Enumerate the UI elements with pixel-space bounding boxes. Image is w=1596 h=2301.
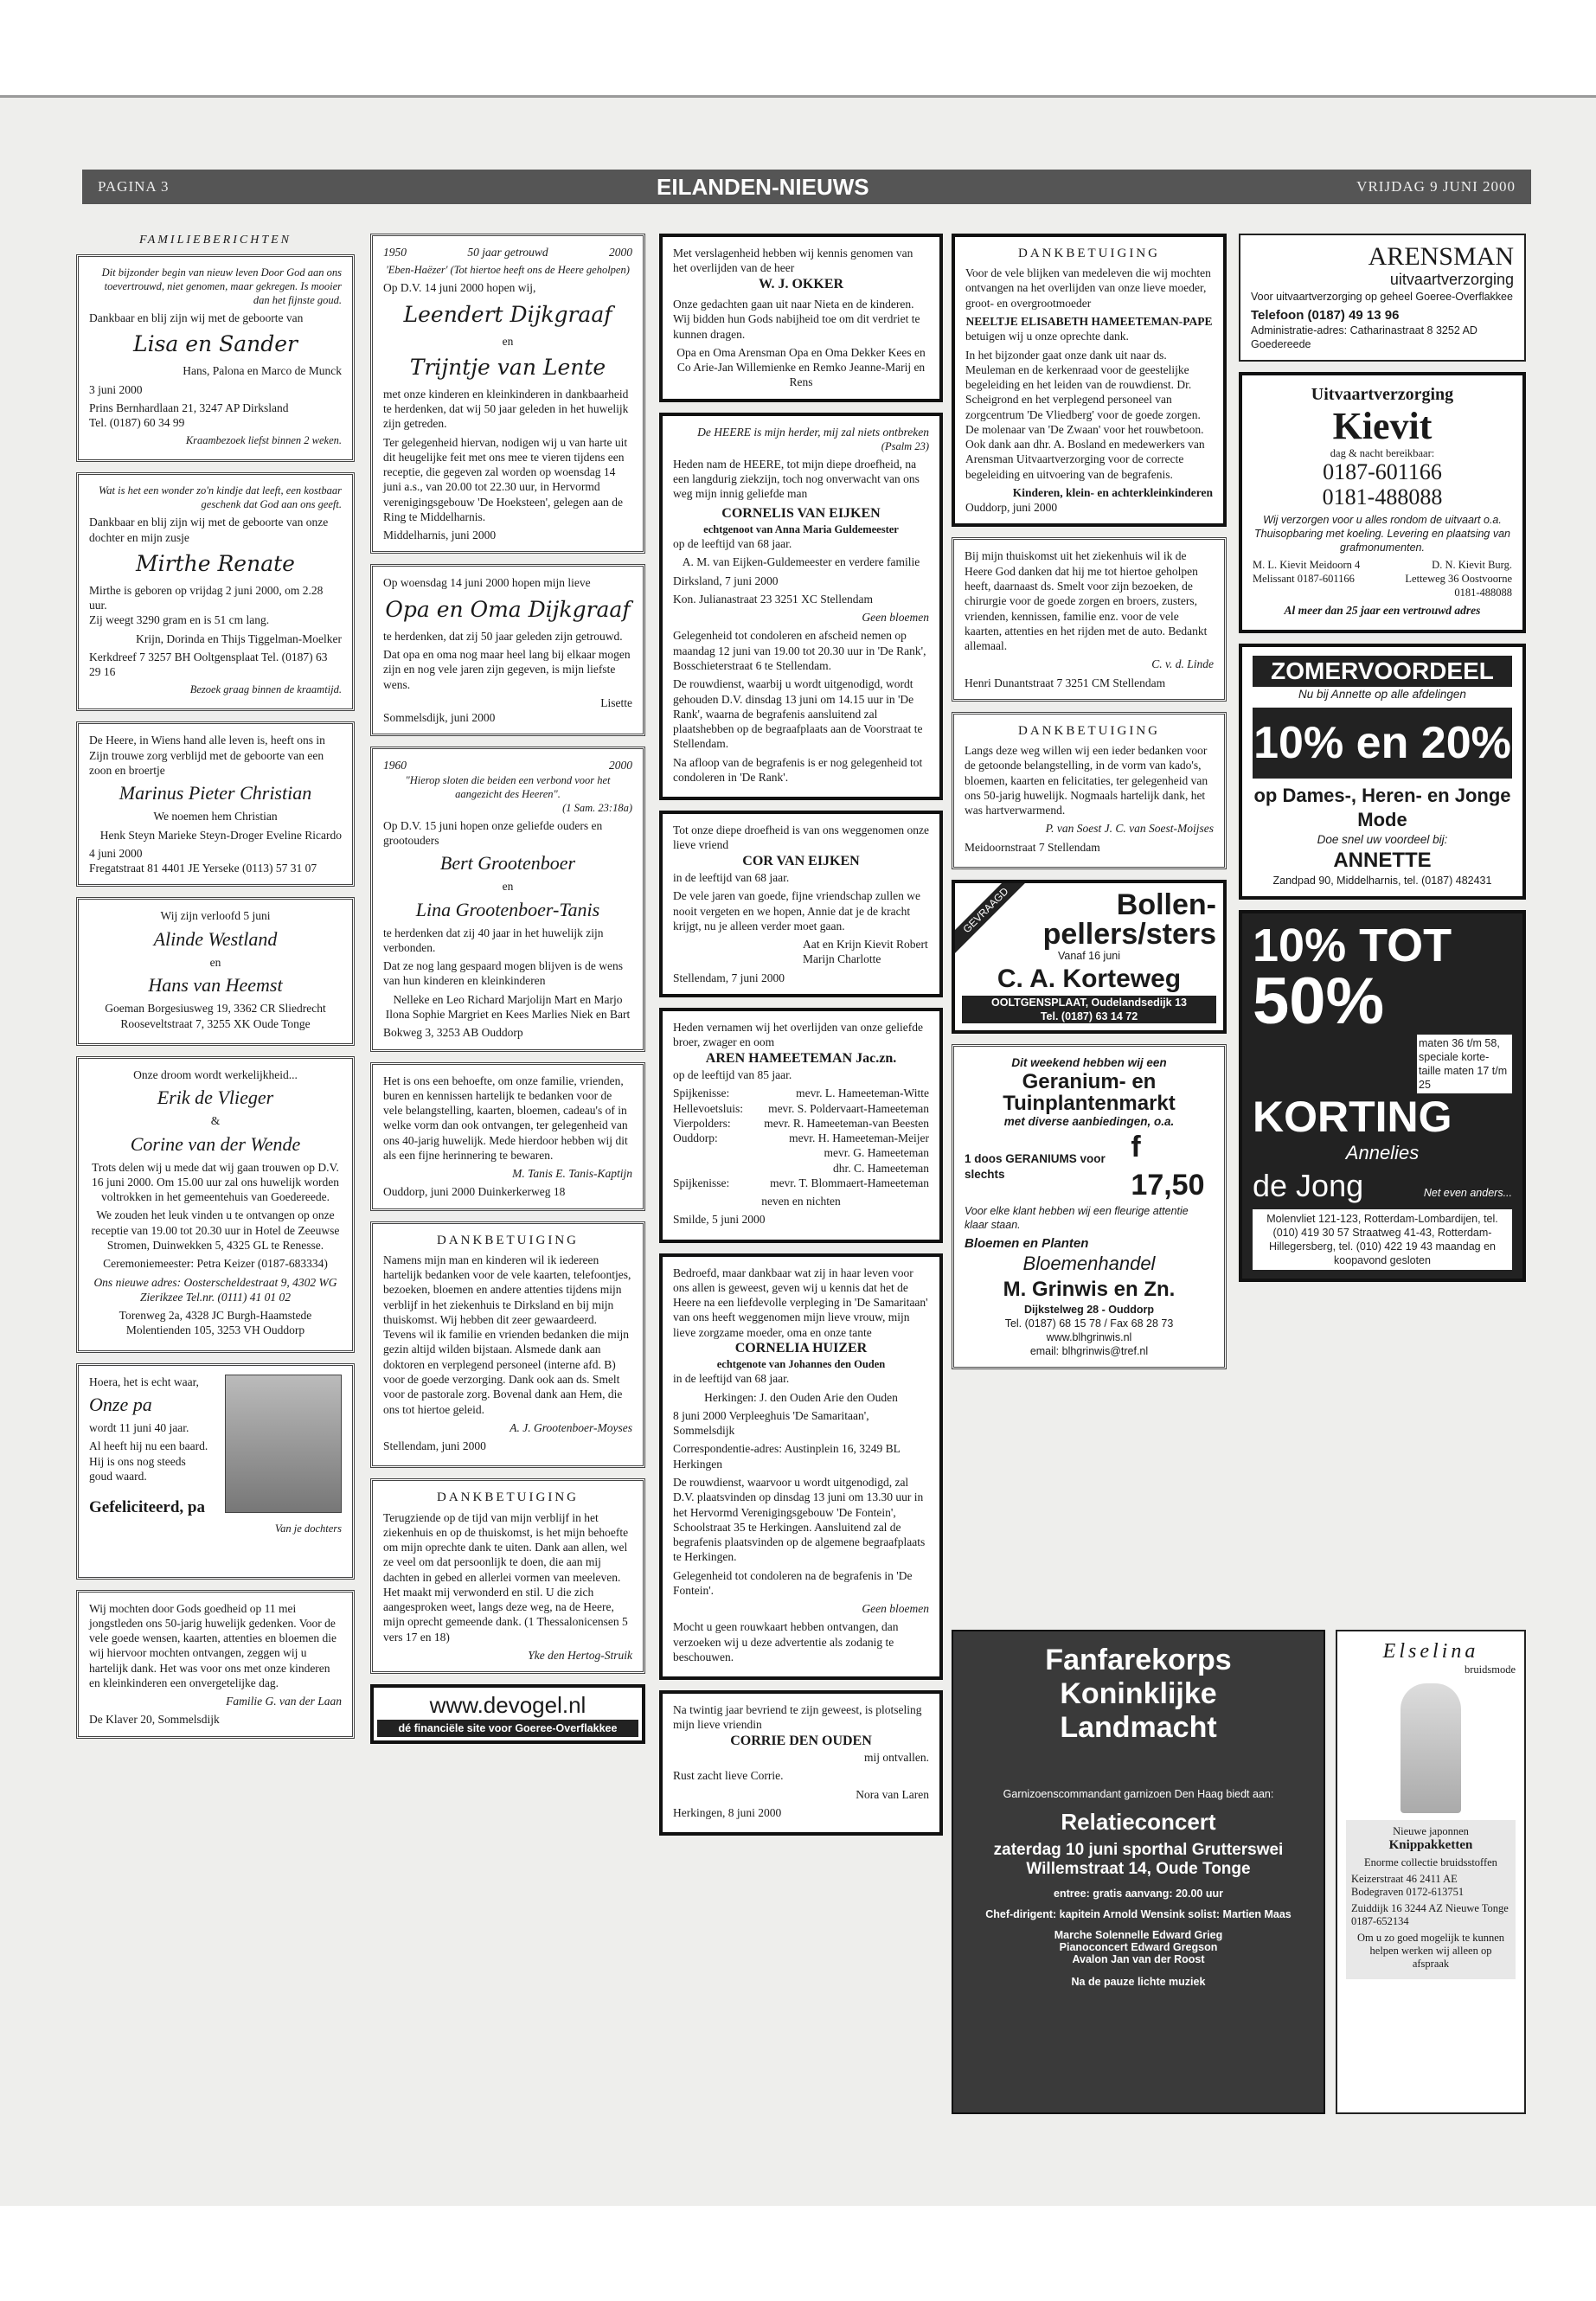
company-address: OOLTGENSPLAAT, Oudelandsedijk 13 — [962, 996, 1216, 1009]
column-1 — [76, 234, 355, 1749]
quote: 'Eben-Haëzer' (Tot hiertoe heeft ons de Heere geholpen) — [386, 264, 630, 277]
baby-names: Lisa en Sander — [132, 331, 298, 357]
birth-info: Mirthe is geboren op vrijdag 2 juni 2000, om 2.28 uur. — [89, 583, 324, 612]
signature: A. J. Grootenboer-Moyses — [510, 1420, 632, 1434]
text-1: Heden vernamen wij het overlijden van onze geliefde broer, zwager en oom — [673, 1020, 924, 1049]
birthday-ad-pa — [76, 1363, 355, 1580]
spouse: echtgenoot van Anna Maria Guldemeester — [703, 523, 899, 536]
tagline: dé financiële site voor Goeree-Overflakkee — [377, 1720, 638, 1737]
shop-type: Bloemenhandel — [1022, 1253, 1156, 1275]
signature: P. van Soest J. C. van Soest-Moijses — [1045, 822, 1214, 836]
deceased-name: NEELTJE ELISABETH HAMEETEMAN-PAPE — [965, 314, 1213, 328]
appointment-note: Om u zo goed mogelijk te kunnen helpen werken wij alleen op afspraak — [1356, 1932, 1505, 1970]
shop-name: M. Grinwis en Zn. — [1003, 1277, 1176, 1301]
family-row — [673, 1145, 929, 1160]
discount-to: 50% — [1253, 965, 1385, 1039]
offer-1: Nieuwe japonnen — [1393, 1825, 1469, 1837]
obituary-huizer — [659, 1253, 943, 1681]
band-title-2: Koninklijke — [1060, 1677, 1217, 1711]
tagline: Voor uitvaartverzorging op geheel Goeree-Overflakkee — [1251, 291, 1513, 304]
service-text: De rouwdienst, waarbij u wordt uitgenodigd, wordt gehouden D.V. dinsdag 13 juni om 14.15 uur in 'De Rank', waarna de begrafenis aansluitend zal plaatshebben op de begraafplaats aan de Voorstraat te Stellendam. — [673, 677, 923, 751]
company-tel: Tel. (0187) 63 14 72 — [962, 1009, 1216, 1023]
concert-address: Willemstraat 14, Oude Tonge — [1026, 1860, 1251, 1879]
intro: Op woensdag 14 juni 2000 hopen mijn lieve — [383, 576, 591, 590]
age: in de leeftijd van 68 jaar. — [673, 871, 790, 885]
call-to-action: Doe snel uw voordeel bij: — [1317, 833, 1448, 847]
after-text: Na afloop van de begrafenis is er nog gelegenheid tot condoleren in 'De Rank'. — [673, 755, 923, 784]
offers: met diverse aanbiedingen, o.a. — [1003, 1114, 1175, 1128]
elselina-ad — [1336, 1630, 1526, 2114]
name-2: Lina Grootenboer-Tanis — [415, 898, 600, 920]
shop-address: Dijkstelweg 28 - Ouddorp — [1023, 1304, 1155, 1317]
ad-title: DANKBETUIGING — [437, 1490, 579, 1505]
telephone-1: 0187-601166 — [1323, 459, 1442, 484]
ad-title: DANKBETUIGING — [1018, 247, 1160, 260]
column-2 — [370, 234, 645, 1754]
brand-last: de Jong — [1253, 1167, 1364, 1203]
host: Garnizoenscommandant garnizoen Den Haag biedt aan: — [1003, 1788, 1274, 1801]
text-1: Voor de vele blijken van medeleven die wij mochten ontvangen na het overlijden van onze lieve moeder, groot- en overgrootmoeder — [965, 266, 1211, 310]
market-title: Geranium- en Tuinplantenmarkt — [1003, 1069, 1176, 1115]
start-date: Vanaf 16 juni — [1057, 949, 1121, 962]
name-2: Corine van der Wende — [130, 1132, 301, 1155]
intro: Met verslagenheid hebben wij kennis genomen van het overlijden van de heer — [673, 247, 913, 275]
page-number: PAGINA 3 — [98, 178, 170, 195]
column-4 — [952, 234, 1227, 1380]
ad-title: DANKBETUIGING — [437, 1233, 579, 1247]
ribbon-banner: GEVRAAGD — [952, 880, 1031, 956]
year-end: 2000 — [608, 246, 632, 259]
thanks-ad-hameeteman — [952, 234, 1227, 527]
congrats-text: Gefeliciteerd, pa — [89, 1498, 206, 1517]
place-date: Dirksland, 7 juni 2000 — [673, 574, 779, 587]
devogel-ad — [370, 1684, 645, 1744]
family-row — [673, 1116, 929, 1131]
shop-website[interactable]: www.blhgrinwis.nl — [1046, 1331, 1132, 1344]
text-3: In het bijzonder gaat onze dank uit naar ds. Meuleman en de kerkenraad voor de geestelijke begeleiding en het leiden van de rouwdienst. Dr. Scheigrond en het verplegend personeel van zorgcentrum 'De Vliedberg' voor de goede zorgen. De molenaar van 'De Zwaan' voor het rouwbetoon. Ook dank aan dhr. A. Bosland en medewerkers van Arensman Uitvaartverzorging voor de correcte begeleiding en uitvoering van de begrafenis. — [965, 348, 1205, 481]
text-1: te herdenken, dat zij 50 jaar geleden zijn getrouwd. — [383, 629, 623, 643]
address: Bokweg 3, 3253 AB Ouddorp — [383, 1026, 523, 1040]
offer-3: Enorme collectie bruidsstoffen — [1364, 1856, 1497, 1868]
signature: Van je dochters — [274, 1522, 342, 1535]
dejong-ad — [1239, 910, 1526, 1281]
brand-sub: bruidsmode — [1464, 1663, 1516, 1676]
korting-text: KORTING — [1253, 1093, 1452, 1142]
intro: Wij zijn verloofd 5 juni — [160, 909, 271, 923]
availability: dag & nacht bereikbaar: — [1330, 447, 1435, 459]
relative: mevr. S. Poldervaart-Hameeteman — [768, 1101, 929, 1115]
shop-email[interactable]: email: blhgrinwis@tref.nl — [1029, 1345, 1149, 1358]
obituary-corrie — [659, 1690, 943, 1836]
birth-ad-lisa — [76, 254, 355, 462]
place-date: Stellendam, juni 2000 — [383, 1439, 486, 1453]
text-1: met onze kinderen en kleinkinderen in dankbaarheid te herdenken, dat wij 50 jaar geleden in het huwelijk zijn getreden. — [383, 387, 629, 431]
masthead: EILANDEN-NIEUWS — [657, 173, 869, 200]
text-2: mij ontvallen. — [864, 1751, 929, 1765]
conjunction: & — [210, 1114, 221, 1128]
poem: Wat is het een wonder zo'n kindje dat leeft, een kostbaar geschenk dat God aan ons geeft. — [99, 484, 342, 511]
relative: mevr. T. Blommaert-Hameeteman — [770, 1176, 929, 1189]
year-start: 1950 — [383, 246, 407, 259]
parents: Hans, Palona en Marco de Munck — [183, 364, 342, 378]
entry-info: entree: gratis aanvang: 20.00 uur — [1054, 1888, 1223, 1900]
deceased-name: COR VAN EIJKEN — [742, 853, 860, 868]
birth-weight: Zij weegt 3290 gram en is 51 cm lang. — [89, 613, 270, 627]
call-name: We noemen hem Christian — [153, 810, 278, 824]
intro: Dit weekend hebben wij een — [1011, 1056, 1167, 1070]
birth-ad-mirthe — [76, 472, 355, 711]
wedding-ad-erik — [76, 1056, 355, 1353]
service-text: De rouwdienst, waarvoor u wordt uitgenodigd, zal D.V. plaatsvinden op dinsdag 13 juni om 13.30 uur in het Hervormd Verenigingsgebouw 'De Fontein', Schoolstraat 35 te Herkingen. Aansluitend zal de begrafenis plaatsvinden op de algemene begraafplaats te Herkingen. — [673, 1476, 926, 1564]
brand-first: Annelies — [1345, 1142, 1420, 1164]
relative: mevr. R. Hameeteman-van Beesten — [764, 1116, 929, 1130]
address: Henri Dunantstraat 7 3251 CM Stellendam — [965, 676, 1166, 689]
name-2: Hans van Heemst — [148, 974, 283, 997]
thanks-text: Bij mijn thuiskomst uit het ziekenhuis wil ik de Heere God danken dat hij me tot hiertoe geholpen heeft, daarnaast ds. Smelt voor zijn bezoeken, de chirurgie voor de goede zorgen en broers, zusters, vrienden, kennissen, familie enz. voor de vele kaarten, attenties en het rijden met de auto. Bedankt allemaal. — [965, 549, 1208, 653]
thanks-ad-grootenboer — [370, 1221, 645, 1469]
place-date: Herkingen, 8 juni 2000 — [673, 1806, 782, 1819]
address: Kerkdreef 7 3257 BH Ooltgensplaat Tel. (0187) 63 29 16 — [89, 650, 328, 679]
relative: mevr. G. Hameeteman — [824, 1146, 929, 1160]
telephone: Tel. (0187) 60 34 99 — [89, 416, 185, 430]
program-2: Pianoconcert Edward Gregson — [1059, 1941, 1218, 1954]
thanks-ad-linde — [952, 537, 1227, 701]
address: Kon. Julianastraat 23 3251 XC Stellendam — [673, 592, 873, 606]
job-ad-korteweg — [952, 880, 1227, 1034]
deceased-name: CORNELIS VAN EIJKEN — [721, 505, 881, 521]
thanks-text: Langs deze weg willen wij een ieder bedanken voor de getoonde belangstelling, in de vorm van kado's, bloemen, kaarten en felicitaties, ter gelegenheid van ons 50-jarig huwelijk. Nogmaals hartelijk dank, het was hartverwarmend. — [965, 744, 1208, 817]
name-1: Leendert Dijkgraaf — [403, 301, 612, 327]
place-date: Stellendam, 7 juni 2000 — [673, 971, 785, 984]
departments: op Dames-, Heren- en Jonge Mode — [1253, 785, 1511, 831]
age: in de leeftijd van 68 jaar. — [673, 1372, 790, 1386]
age-text: wordt 11 juni 40 jaar. — [89, 1421, 189, 1435]
obituary-cor — [659, 811, 943, 997]
shop-tel: Tel. (0187) 68 15 78 / Fax 68 28 73 — [1004, 1317, 1174, 1330]
family-row — [673, 1131, 929, 1145]
text-1: Tot onze diepe droefheid is van ons weggenomen onze lieve vriend — [673, 824, 929, 852]
place-date: Smilde, 5 juni 2000 — [673, 1213, 766, 1227]
age: op de leeftijd van 85 jaar. — [673, 1067, 792, 1081]
signature: A. M. van Eijken-Guldemeester en verdere familie — [682, 555, 920, 569]
baby-name: Marinus Pieter Christian — [119, 782, 312, 804]
conductor: Chef-dirigent: kapitein Arnold Wensink solist: Martien Maas — [985, 1908, 1292, 1921]
no-flowers: Geen bloemen — [862, 611, 929, 625]
anniversary-ad-opa — [370, 564, 645, 736]
place-date: Middelharnis, juni 2000 — [383, 529, 497, 542]
beard-text: Al heeft hij nu een baard. Hij is ons nog steeds goud waard. — [89, 1439, 208, 1483]
deceased-name: CORNELIA HUIZER — [734, 1340, 868, 1356]
deceased-name: W. J. OKKER — [758, 276, 844, 292]
title: Onze pa — [89, 1393, 152, 1415]
text-3: Rust zacht lieve Corrie. — [673, 1769, 784, 1783]
signature: C. v. d. Linde — [1151, 657, 1214, 671]
intro: De Heere, in Wiens hand alle leven is, heeft ons in Zijn trouwe zorg verblijd met de geboorte van een zoon en broertje — [89, 734, 325, 777]
thanks-ad-klaver — [76, 1590, 355, 1739]
address: De Klaver 20, Sommelsdijk — [89, 1713, 220, 1727]
signature: Nora van Laren — [856, 1787, 929, 1801]
address-1: Keizerstraat 46 2411 AE Bodegraven 0172-613751 — [1351, 1873, 1465, 1898]
family-row — [673, 1161, 929, 1176]
name-1: Bert Grootenboer — [439, 852, 576, 875]
discount-from: 10% TOT — [1253, 920, 1452, 972]
name-2: Trijntje van Lente — [409, 354, 606, 380]
after-break: Na de pauze lichte muziek — [1071, 1976, 1206, 1989]
bride-figure — [1401, 1683, 1461, 1813]
place: Spijkenisse: — [673, 1176, 730, 1189]
no-flowers: Geen bloemen — [862, 1602, 929, 1616]
thanks-text: Namens mijn man en kinderen wil ik iedereen hartelijk bedanken voor de vele kaarten, telefoontjes, bezoeken, bloemen en andere attenties tijdens mijn verblijf in het ziekenhuis te Dirksland en bij mijn thuiskomst. Wij hebben dit zeer gewaardeerd. Tevens wil ik familie en vrienden bedanken die mijn gezin altijd wilden bijstaan. Alsmede dank aan doktoren en verplegend personeel (interne afd. B) voor de goede verzorging. Dank ook aan ds. Smelt voor de pastorale zorg. Bovenal dank aan Hem, die ons tot hiertoe geleid. — [383, 1253, 631, 1416]
relative: mevr. L. Hameeteman-Witte — [796, 1086, 929, 1100]
program-3: Avalon Jan van der Roost — [1072, 1953, 1205, 1966]
year-end: 2000 — [609, 759, 632, 772]
signature: Lisette — [600, 695, 632, 709]
shop-name: ANNETTE — [1333, 848, 1432, 872]
intro: Op D.V. 15 juni hopen onze geliefde ouders en grootouders — [383, 818, 603, 847]
relative: dhr. C. Hameeteman — [833, 1161, 929, 1175]
obituary-aren — [659, 1008, 943, 1243]
column-3 — [659, 234, 943, 1846]
job-title: Bollen-pellers/sters — [1042, 888, 1216, 951]
birth-date: 4 juni 2000 — [89, 846, 143, 860]
text-1: Bedroefd, maar dankbaar wat zij in haar leven voor ons allen is geweest, geven wij u kennis dat het de Heere na een liefdevolle verpleging in 'De Samaritaan' van ons heeft weggenomen mijn lieve vrouw, mijn lieve zorgzame moeder, oma en onze tante — [673, 1266, 928, 1339]
old-addresses: Torenweg 2a, 4328 JC Burgh-Haamstede Molentienden 105, 3253 VH Ouddorp — [119, 1309, 312, 1337]
relatives: neven en nichten — [761, 1195, 841, 1208]
address: Administratie-adres: Catharinastraat 8 3252 AD Goedereede — [1251, 324, 1477, 351]
anniversary-label: 50 jaar getrouwd — [467, 246, 548, 259]
address-2: Zuiddijk 16 3244 AZ Nieuwe Tonge 0187-652134 — [1351, 1902, 1509, 1927]
address: Goeman Borgesiusweg 19, 3362 CR Sliedrecht Rooseveltstraat 7, 3255 XK Oude Tonge — [105, 1002, 326, 1030]
intro: Dankbaar en blij zijn wij met de geboorte van — [89, 311, 304, 324]
conjunction: en — [209, 955, 221, 969]
price: f 17,50 — [1131, 1131, 1205, 1202]
geranium-offer: 1 doos GERANIUMS voor slechts — [965, 1152, 1106, 1181]
signature: M. Tanis E. Tanis-Kaptijn — [512, 1167, 632, 1181]
family: Opa en Oma Arensman Opa en Oma Dekker Kees en Co Arie-Jan Willemienke en Remko Jeanne-Marij en Rens — [676, 345, 926, 389]
brand-slogan: Net even anders... — [1423, 1186, 1512, 1199]
place: Spijkenisse: — [673, 1086, 730, 1100]
spouse: echtgenote van Johannes den Ouden — [716, 1358, 886, 1371]
quote-ref: (Psalm 23) — [881, 439, 929, 452]
deceased-name: CORRIE DEN OUDEN — [730, 1733, 872, 1748]
year-start: 1960 — [383, 759, 407, 772]
parents: Krijn, Dorinda en Thijs Tiggelman-Moelker — [136, 631, 342, 645]
condolence-text: Gelegenheid tot condoleren en afscheid nemen op maandag 12 juni van 19.00 tot 20.30 uur in 'De Rank', Bosschieterstraat 6 te Stellendam. — [673, 629, 926, 672]
company-sub: uitvaartverzorging — [1389, 271, 1514, 288]
birth-ad-marinus — [76, 721, 355, 887]
deceased-name: AREN HAMEETEMAN Jac.zn. — [705, 1050, 897, 1066]
thanks-ad-tanis — [370, 1062, 645, 1211]
text-2: De vele jaren van goede, fijne vriendschap zullen we nooit vergeten en we hopen, Annie dat je de kracht krijgt, nu je alleen verder moet gaan. — [673, 889, 920, 933]
arensman-ad — [1239, 234, 1526, 362]
concert-name: Relatieconcert — [1061, 1809, 1216, 1836]
visit-note: Bezoek graag binnen de kraamtijd. — [189, 683, 342, 696]
offer-2: Knippakketten — [1388, 1838, 1473, 1852]
shop-addresses: Molenvliet 121-123, Rotterdam-Lombardijen, tel. (010) 419 30 57 Straatweg 41-43, Rotterdam-Hillegersberg, tel. (010) 422 19 43 maandag en koopavond gesloten — [1253, 1209, 1512, 1270]
text-1: Na twintig jaar bevriend te zijn geweest, is plotseling mijn lieve vriendin — [673, 1703, 922, 1732]
slogan: Al meer dan 25 jaar een vertrouwd adres — [1284, 604, 1481, 618]
section-title: FAMILIEBERICHTEN — [138, 234, 292, 247]
page-header — [82, 170, 1531, 204]
reception-text: We zouden het leuk vinden u te ontvangen op onze receptie van 19.00 tot 20.30 uur in Hotel de Zeeuwse Stromen, Duinwekken 5, 4325 GL te Renesse. — [91, 1208, 340, 1253]
brand-name: Elselina — [1382, 1640, 1479, 1663]
names: Opa en Oma Dijkgraaf — [385, 596, 631, 622]
text-2: betuigen wij u onze oprechte dank. — [965, 330, 1129, 343]
quote: "Hierop sloten die beiden een verbond voor het aangezicht des Heeren". — [405, 773, 611, 800]
boy-photo — [225, 1375, 342, 1513]
family: Henk Steyn Marieke Steyn-Droger Eveline Ricardo — [99, 828, 342, 842]
family-row — [673, 1101, 929, 1116]
ad-title: DANKBETUIGING — [1018, 723, 1160, 738]
conjunction: en — [502, 880, 514, 894]
contact-1: M. L. Kievit Meidoorn 4 Melissant 0187-601166 — [1253, 559, 1361, 586]
fanfare-ad — [952, 1630, 1325, 2114]
quote: De HEERE is mijn herder, mij zal niets ontbreken — [697, 425, 929, 439]
anniversary-ad-dijkgraaf — [370, 234, 645, 554]
services-text: Wij verzorgen voor u alles rondom de uitvaart o.a. Thuisopbaring met koeling. Levering en plaatsing van grafmonumenten. — [1253, 514, 1511, 554]
band-title-3: Landmacht — [1060, 1711, 1217, 1745]
intro: Dankbaar en blij zijn wij met de geboorte van onze dochter en mijn zusje — [89, 516, 329, 544]
sizes: maten 36 t/m 58, speciale korte-taille maten 17 t/m 25 — [1417, 1035, 1512, 1093]
place-date: Sommelsdijk, juni 2000 — [383, 711, 496, 725]
flowers-plants: Bloemen en Planten — [965, 1236, 1089, 1252]
place-date: Ouddorp, juni 2000 — [965, 501, 1058, 515]
grinwis-ad — [952, 1044, 1227, 1369]
text-1: Heden nam de HEERE, tot mijn diepe droefheid, na een langdurig ziekzijn, toch nog onverwacht van ons weg mijn innig geliefde man — [673, 457, 920, 501]
engagement-ad — [76, 897, 355, 1045]
address: Prins Bernhardlaan 21, 3247 AP Dirksland — [89, 401, 289, 414]
place: Hellevoetsluis: — [673, 1101, 743, 1115]
family: Aat en Krijn Kievit Robert Marijn Charlotte — [803, 938, 928, 966]
company-name: Kievit — [1332, 404, 1433, 447]
family-row — [673, 1176, 929, 1190]
shop-address: Zandpad 90, Middelharnis, tel. (0187) 482431 — [1272, 875, 1492, 888]
telephone: Telefoon (0187) 49 13 96 — [1251, 308, 1400, 324]
place-date: Ouddorp, juni 2000 Duinkerkerweg 18 — [383, 1185, 566, 1199]
thanks-ad-hertog — [370, 1478, 645, 1674]
text-1: Onze gedachten gaan uit naar Nieta en de kinderen. Wij bidden hun Gods nabijheid toe om dit verdriet te kunnen dragen. — [673, 298, 920, 341]
band-title-1: Fanfarekorps — [1045, 1644, 1232, 1676]
discount: 10% en 20% — [1253, 708, 1512, 779]
place: Ouddorp: — [673, 1131, 718, 1145]
anniversary-ad-grootenboer — [370, 747, 645, 1051]
conjunction: en — [502, 334, 514, 348]
address: Meidoornstraat 7 Stellendam — [965, 840, 1100, 854]
poem: Dit bijzonder begin van nieuw leven Door God aan ons toevertrouwd, niet genomen, maar gekregen. Is mooier dan het fijnste goud. — [101, 266, 342, 306]
service-title: Uitvaartverzorging — [1311, 385, 1454, 405]
birth-date: 3 juni 2000 — [89, 382, 143, 396]
company-name: ARENSMAN — [1368, 242, 1514, 271]
text-1: te herdenken dat zij 40 jaar in het huwelijk zijn verbonden. — [383, 926, 604, 954]
page-date: VRIJDAG 9 JUNI 2000 — [1356, 178, 1516, 195]
new-address: Ons nieuwe adres: Oosterscheldestraat 9, 4302 WG Zierikzee Tel.nr. (0111) 41 01 02 — [93, 1275, 337, 1304]
intro: Op D.V. 14 juni 2000 hopen wij, — [383, 281, 536, 295]
date-place: 8 juni 2000 Verpleeghuis 'De Samaritaan', Sommelsdijk — [673, 1408, 869, 1438]
condolence-text: Gelegenheid tot condoleren na de begrafenis in 'De Fontein'. — [673, 1568, 913, 1597]
contact-2: D. N. Kievit Burg. Letteweg 36 Oostvoorne 0181-488088 — [1405, 559, 1512, 599]
age: op de leeftijd van 68 jaar. — [673, 537, 792, 551]
signature: Kinderen, klein- en achterkleinkinderen — [1012, 485, 1213, 499]
family: Nelleke en Leo Richard Marjolijn Mart en Marjo Ilona Sophie Margriet en Kees Marlies Niek en Bart — [385, 992, 631, 1022]
gift-note: Voor elke klant hebben wij een fleurige attentie klaar staan. — [965, 1205, 1189, 1232]
kievit-ad — [1239, 372, 1526, 633]
concert-date-venue: zaterdag 10 juni sporthal Grutterswei — [993, 1841, 1284, 1860]
signature: Herkingen: J. den Ouden Arie den Ouden — [704, 1390, 898, 1404]
website-link[interactable]: www.devogel.nl — [429, 1692, 586, 1719]
thanks-ad-soest — [952, 712, 1227, 869]
name-1: Erik de Vlieger — [157, 1086, 274, 1109]
thanks-text: Terugziende op de tijd van mijn verblijf in het ziekenhuis en op de thuiskomst, is het mijn behoefte om mijn oprechte dank te uiten. Dank aan allen, wel ze veel om dat persoonlijk te doen, die aan mij dachten in gebed en allerlei vormen van meeleven. Het maakt mij verwonderd en stil. U die zich aangesproken weet, langs deze weg, na de Heere, mijn oprecht gemeende dank. (1 Thessalonicensen 5 vers 17 en 18) — [383, 1510, 629, 1644]
program-1: Marche Solennelle Edward Grieg — [1054, 1929, 1223, 1942]
promo-sub: Nu bij Annette op alle afdelingen — [1298, 688, 1466, 702]
obituary-eijken — [659, 413, 943, 801]
family-rows — [673, 1086, 929, 1190]
text-2: Dat ze nog lang gespaard mogen blijven is de wens van hun kinderen en kleinkinderen — [383, 959, 624, 988]
signature: Familie G. van der Laan — [226, 1695, 342, 1708]
annette-ad — [1239, 644, 1526, 900]
visit-note: Kraambezoek liefst binnen 2 weken. — [185, 434, 342, 447]
thanks-text: Het is ons een behoefte, om onze familie, vrienden, buren en kennissen hartelijk te bedanken voor de vele belangstelling, kaarten, bloemen, cadeau's of in welke vorm dan ook ontvangen, ter gelegenheid van ons 40-jarig huwelijk. Mede hierdoor hebben wij dit als een fijne herinnering te bewaren. — [383, 1074, 628, 1162]
text-2: Ter gelegenheid hiervan, nodigen wij u van harte uit dit heugelijke feit met ons mee te vieren tijdens een receptie, die gegeven zal worden op woensdag 14 juni a.s., van 20.00 tot 22.30 uur, in Hervormd verenigingsgebouw 'De Hoeksteen', gelegen aan de Ring te Middelharnis. — [383, 435, 628, 523]
telephone-2: 0181-488088 — [1322, 484, 1443, 510]
hoera-text: Hoera, het is echt waar, — [89, 1375, 199, 1388]
notice-text: Mocht u geen rouwkaart hebben ontvangen, dan verzoeken wij u deze advertentie als zodanig te beschouwen. — [673, 1620, 899, 1663]
promo-title: ZOMERVOORDEEL — [1253, 656, 1512, 687]
thanks-text: Wij mochten door Gods goedheid op 11 mei jongstleden ons 50-jarig huwelijk gedenken. Voor de vele goede wensen, kaarten, attenties en bloemen die wij hiervoor mochten ontvangen, zeggen wij u hartelijk dank. Het was voor ons met onze kinderen en kleinkinderen een onvergetelijke dag. — [89, 1601, 337, 1689]
obituary-okker — [659, 234, 943, 402]
correspondence: Correspondentie-adres: Austinplein 16, 3249 BL Herkingen — [673, 1442, 901, 1471]
signature: Yke den Hertog-Struik — [528, 1648, 632, 1662]
ceremony-text: Trots delen wij u mede dat wij gaan trouwen op D.V. 16 juni 2000. Om 15.00 uur zal ons huwelijk worden voltrokken in het gemeentehuis van Goedereede. — [91, 1160, 340, 1204]
place: Vierpolders: — [673, 1116, 731, 1130]
relative: mevr. H. Hameeteman-Meijer — [789, 1131, 929, 1145]
ceremony-master: Ceremoniemeester: Petra Keizer (0187-683334) — [103, 1257, 328, 1271]
baby-name: Mirthe Renate — [136, 550, 295, 576]
company-name: C. A. Korteweg — [997, 964, 1182, 993]
column-5 — [1239, 234, 1526, 1292]
family-row — [673, 1086, 929, 1100]
address: Fregatstraat 81 4401 JE Yerseke (0113) 57 31 07 — [89, 862, 317, 875]
text-2: Dat opa en oma nog maar heel lang bij elkaar mogen zijn en nog vele jaren zijn gegeven, is mijn liefste wens. — [383, 647, 631, 691]
intro: Onze droom wordt werkelijkheid... — [133, 1067, 298, 1081]
quote-ref: (1 Sam. 23:18a) — [562, 801, 632, 814]
name-1: Alinde Westland — [153, 927, 278, 950]
